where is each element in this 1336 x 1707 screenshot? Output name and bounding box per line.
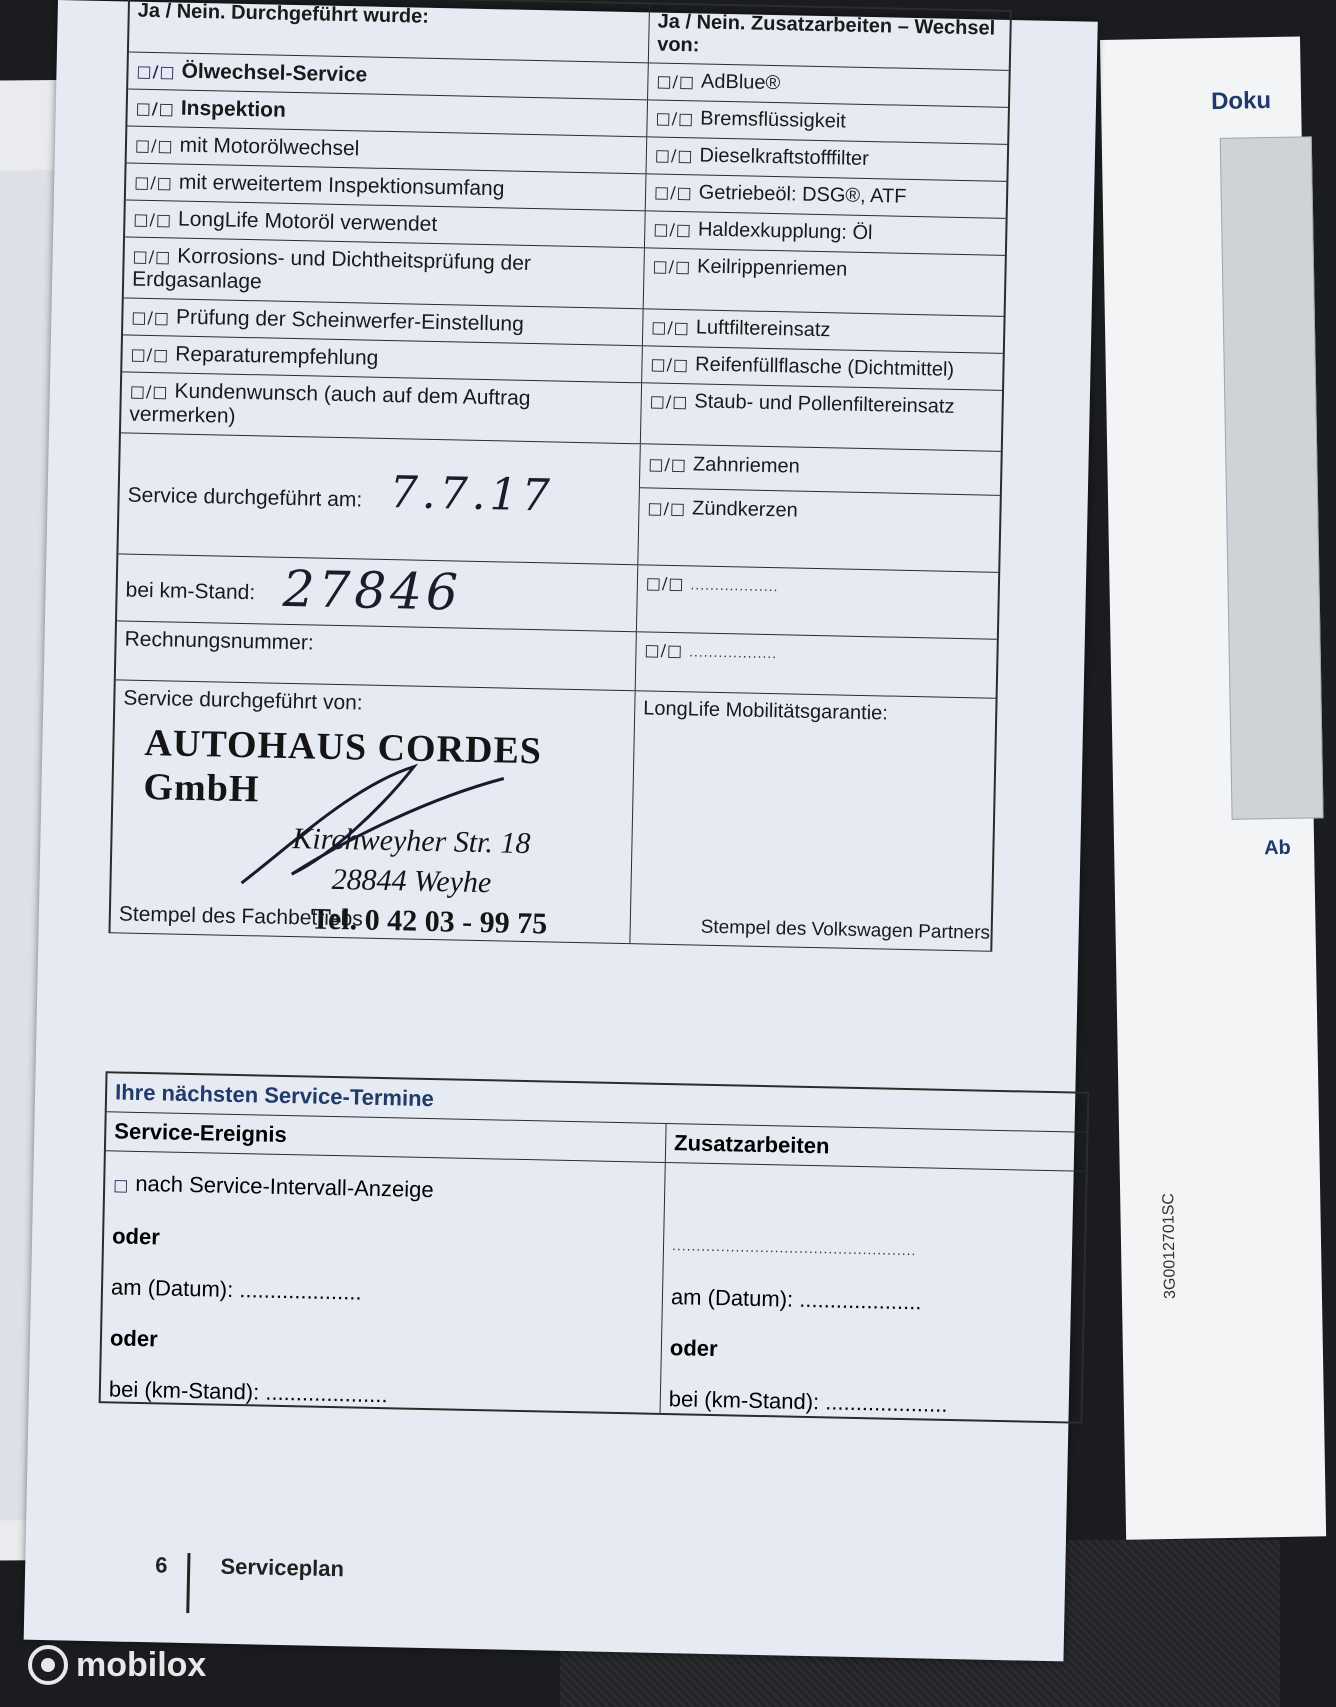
left-header: Ja / Nein. Durchgeführt wurde:	[129, 0, 650, 62]
km-field: bei (km-Stand): ....................	[668, 1386, 948, 1417]
checkbox-icon: □/□	[648, 454, 688, 475]
checkbox-icon: □/□	[650, 354, 690, 375]
check-item: □/□ ..................	[644, 640, 778, 662]
col-extra-work: Zusatzarbeiten	[673, 1130, 830, 1159]
right-page-caption: Ab	[1263, 836, 1291, 860]
check-item: □/□ Reparaturempfehlung	[122, 335, 643, 382]
check-item: □/□ Luftfiltereinsatz	[651, 316, 831, 342]
stamp-row	[110, 680, 995, 951]
dealer-stamp-cell	[110, 680, 635, 943]
checkbox-icon: □/□	[136, 61, 176, 82]
checkbox-icon: □/□	[644, 640, 684, 661]
checkbox-icon: □/□	[134, 172, 174, 193]
service-booklet-page	[24, 0, 1098, 1661]
checkbox-icon: □/□	[649, 391, 689, 412]
checkbox-icon: □/□	[651, 317, 691, 338]
checkbox-icon: □/□	[129, 381, 169, 402]
checkbox-icon: □/□	[654, 145, 694, 166]
service-date-cell	[118, 433, 640, 564]
extra-work-cell	[661, 1163, 1086, 1422]
watermark-text: mobilox	[76, 1645, 207, 1684]
vw-stamp-cell	[630, 691, 995, 950]
dealer-name: AUTOHAUS CORDES GmbH	[143, 721, 543, 811]
date-field: am (Datum): ....................	[110, 1274, 362, 1305]
performed-by-label: Service durchgeführt von:	[123, 686, 363, 715]
check-item: □/□ Staub- und Pollenfiltereinsatz	[649, 390, 955, 418]
check-item: □/□ Getriebeöl: DSG®, ATF	[653, 181, 907, 208]
service-date-row	[118, 433, 1000, 572]
next-service-body	[101, 1151, 1086, 1421]
km-value: 27846	[282, 559, 463, 622]
page-number: 6	[154, 1552, 190, 1613]
checkbox-icon: □/□	[653, 219, 693, 240]
check-item: □/□ Zahnriemen	[640, 444, 1001, 496]
extra-items-cell	[638, 444, 1000, 572]
right-header: Ja / Nein. Zusatzarbeiten – Wechsel von:	[656, 10, 996, 57]
dealer-street: Kirchweyher Str. 18	[292, 822, 531, 861]
check-item: □/□ mit Motorölwechsel	[127, 126, 648, 173]
extra-work-line: ..................................................	[671, 1237, 917, 1259]
watermark	[28, 1645, 206, 1685]
checkbox-icon: □/□	[134, 135, 174, 156]
checkbox-icon: □/□	[135, 98, 176, 119]
side-code: 3G0012701SC	[1160, 1192, 1179, 1300]
page-footer	[154, 1552, 344, 1616]
checkbox-icon: □/□	[130, 344, 170, 365]
checkbox-icon: □/□	[653, 182, 693, 203]
service-form	[108, 0, 1012, 952]
checkbox-icon: □	[112, 1175, 130, 1195]
check-item: □/□ LongLife Motoröl verwendet	[125, 200, 646, 247]
check-item: □/□ Reifenfüllflasche (Dichtmittel)	[650, 353, 955, 381]
right-page-photo	[1220, 136, 1324, 820]
or-label: oder	[111, 1223, 161, 1250]
check-item: □/□ Bremsflüssigkeit	[655, 107, 847, 133]
service-date-value: 7.7.17	[389, 467, 555, 522]
checkbox-icon: □/□	[133, 209, 173, 230]
check-item: □/□ mit erweitertem Inspektionsumfang	[126, 163, 647, 210]
checkbox-icon: □/□	[131, 307, 171, 328]
date-field: am (Datum): ....................	[670, 1284, 922, 1315]
invoice-label: Rechnungsnummer:	[116, 621, 637, 690]
check-item: □/□ AdBlue®	[656, 70, 781, 95]
signature-icon	[231, 743, 534, 899]
stamp-right-label: Stempel des Volkswagen Partners	[700, 916, 991, 944]
mobilox-logo-icon	[28, 1645, 68, 1685]
checkbox-icon: □/□	[656, 71, 696, 92]
check-item: □/□ Keilrippenriemen	[652, 255, 848, 281]
section-title: Serviceplan	[220, 1553, 345, 1582]
interval-option: □ nach Service-Intervall-Anzeige	[113, 1157, 657, 1221]
check-item: □/□ Dieselkraftstofffilter	[654, 144, 870, 171]
or-label: oder	[669, 1335, 718, 1362]
stamp-left-label: Stempel des Fachbetriebs	[118, 902, 364, 931]
km-field: bei (km-Stand): ....................	[108, 1376, 388, 1408]
dealer-city: 28844 Weyhe	[331, 862, 492, 900]
check-item: □/□ Prüfung der Scheinwerfer-Einstellung	[123, 298, 644, 345]
right-page-heading: Doku	[1210, 87, 1272, 116]
checkbox-icon: □/□	[647, 498, 687, 519]
checkbox-icon: □/□	[655, 108, 695, 129]
check-item: □/□ ..................	[645, 573, 779, 595]
check-item: □/□ Ölwechsel-Service	[128, 52, 649, 99]
next-service-title: Ihre nächsten Service-Termine	[107, 1073, 1088, 1133]
km-cell	[117, 554, 638, 631]
service-event-cell	[101, 1151, 666, 1413]
check-item: □/□ Haldexkupplung: Öl	[653, 218, 873, 245]
next-service-table	[99, 1071, 1090, 1424]
longlife-label: LongLife Mobilitätsgarantie:	[643, 697, 889, 725]
check-item: □/□ Korrosions- und Dichtheitsprüfung der Erdgasanlage	[124, 237, 645, 308]
right-page	[1100, 37, 1326, 1540]
dealer-phone: Tel. 0 42 03 - 99 75	[310, 902, 548, 941]
check-item: □/□ Inspektion	[127, 89, 648, 136]
service-date-label: Service durchgeführt am:	[127, 483, 363, 512]
checkbox-icon: □/□	[645, 573, 685, 594]
km-label: bei km-Stand:	[125, 578, 256, 605]
check-item: □/□ Kundenwunsch (auch auf dem Auftrag vermerken)	[121, 372, 642, 443]
or-label: oder	[109, 1325, 158, 1352]
checkbox-icon: □/□	[132, 246, 172, 267]
col-service-event: Service-Ereignis	[106, 1112, 667, 1162]
checkbox-icon: □/□	[652, 256, 692, 277]
check-item: □/□ Zündkerzen	[647, 497, 798, 522]
